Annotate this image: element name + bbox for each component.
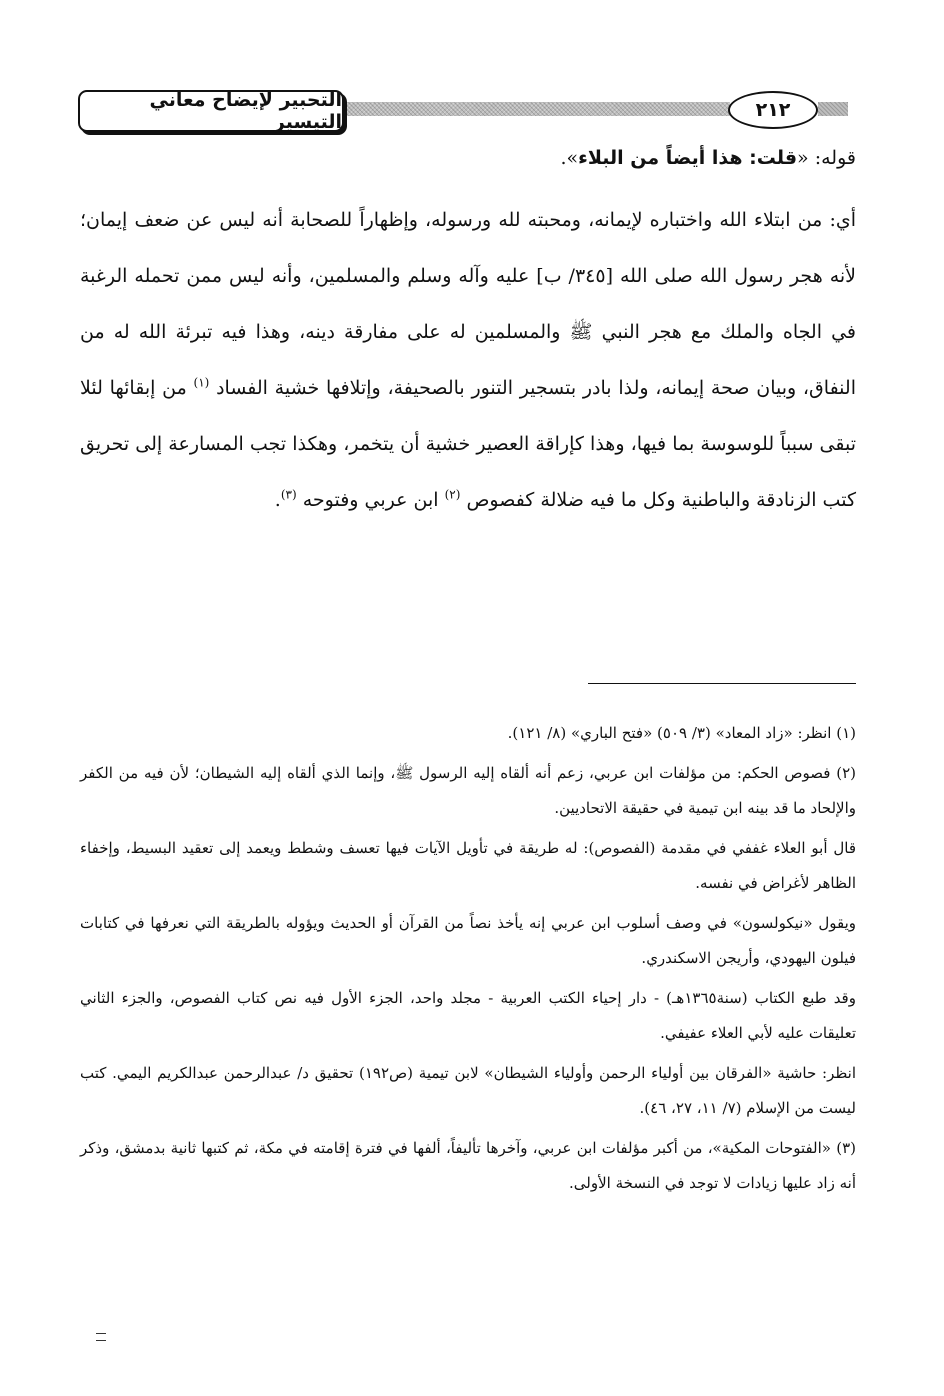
quote-suffix: ». bbox=[560, 147, 579, 169]
quote-prefix: قوله: « bbox=[797, 147, 856, 169]
quoted-phrase: قلت: هذا أيضاً من البلاء bbox=[578, 147, 798, 169]
commentary-text-part-3: ابن عربي وفتوحه bbox=[302, 489, 439, 511]
footnote-2-continuation: قال أبو العلاء غففي في مقدمة (الفصوص): له طريقة في تأويل الآيات فيها تعسف وشطط ويعمد إلى تعقيد البسيط، وإخفاء الظاهر لأغراض في نفسه. bbox=[80, 839, 856, 892]
footnote-ref-2[interactable]: (٢) bbox=[444, 487, 461, 502]
header-ornament-band bbox=[340, 102, 730, 116]
footnote-2: (٢) فصوص الحكم: من مؤلفات ابن عربي، زعم أنه ألقاه إليه الرسول ﷺ، وإنما الذي ألقاه إليه الشيطان؛ لأن فيه من الكفر والإلحاد ما قد بينه ابن تيمية في حقيقة الاتحاديين. bbox=[80, 764, 856, 817]
commentary-text-part-1: أي: من ابتلاء الله واختباره لإيمانه، ومحبته لله ورسوله، وإظهاراً للصحابة أنه ليس عن ضعف إيمان؛ لأنه هجر رسول الله صلى الله [٣٤٥/ ب] عليه وآله وسلم والمسلمين، وأنه ليس ممن تحمله الرغبة في الجاه والملك مع هجر النبي ﷺ والمسلمين له على مفارقة دينه، وهذا فيه تبرئة الله له من النفاق، وبيان صحة إيمانه، ولذا بادر بتسجير التنور بالصحيفة، وإتلافها خشية الفساد bbox=[80, 209, 856, 399]
quoted-phrase-line bbox=[80, 140, 856, 176]
footnote-2-continuation: ويقول «نيكولسون» في وصف أسلوب ابن عربي إنه يأخذ نصاً من القرآن أو الحديث ويؤوله بالطريقة التي نعرفها في كتابات فيلون اليهودي، وأريجن الاسكندري. bbox=[80, 914, 856, 967]
footnote-3: (٣) «الفتوحات المكية»، من أكبر مؤلفات ابن عربي، وآخرها تأليفاً، ألفها في فترة إقامته في مكة، ثم كتبها ثانية بدمشق، وذكر أنه زاد عليها زيادات لا توجد في النسخة الأولى. bbox=[80, 1139, 856, 1192]
footnotes bbox=[80, 716, 856, 1206]
commentary-text-part-2: من إبقائها لئلا تبقى سبباً للوسوسة بما فيها، وهذا كإراقة العصير خشية أن يتخمر، وهكذا تجب المسارعة إلى تحريق كتب الزنادقة والباطنية وكل ما فيه ضلالة كفصوص bbox=[80, 377, 856, 511]
running-header bbox=[78, 90, 848, 142]
footnote-ref-1[interactable]: (١) bbox=[193, 375, 210, 390]
commentary-paragraph bbox=[80, 192, 856, 528]
print-mark bbox=[96, 1333, 106, 1341]
book-title: التحبير لإيضاح معاني التيسير bbox=[78, 90, 344, 132]
footnote-1: (١) انظر: «زاد المعاد» (٣/ ٥٠٩) «فتح الباري» (٨/ ١٢١). bbox=[507, 724, 856, 742]
footnote-2-continuation: وقد طبع الكتاب (سنة١٣٦٥هـ) - دار إحياء الكتب العربية - مجلد واحد، الجزء الأول فيه نص كتاب الفصوص، والجزء الثاني تعليقات عليه لأبي العلاء عفيفي. bbox=[80, 989, 856, 1042]
main-text bbox=[80, 140, 856, 528]
header-ornament-band-end bbox=[818, 102, 848, 116]
footnote-ref-3[interactable]: (٣) bbox=[280, 487, 297, 502]
footnote-separator bbox=[588, 683, 856, 684]
page-number: ٢١٢ bbox=[728, 91, 818, 129]
footnote-2-continuation: انظر: حاشية «الفرقان بين أولياء الرحمن وأولياء الشيطان» لابن تيمية (ص١٩٢) تحقيق د/ عبدالرحمن عبدالكريم اليمي. كتب ليست من الإسلام (٧/ ١١، ٢٧، ٤٦). bbox=[80, 1064, 857, 1117]
commentary-end: . bbox=[274, 489, 281, 511]
